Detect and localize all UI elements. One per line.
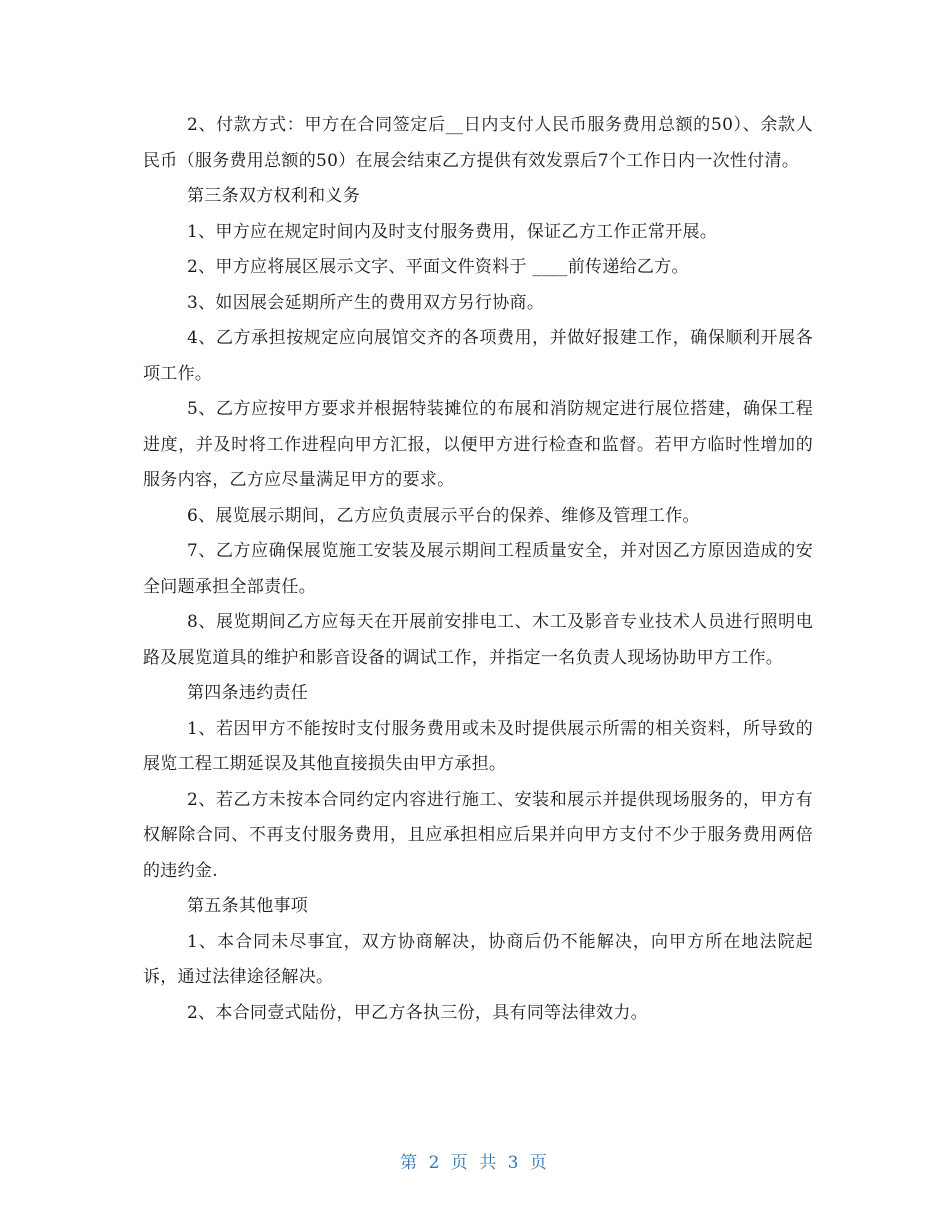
- paragraph-3-1: 1、甲方应在规定时间内及时支付服务费用，保证乙方工作正常开展。: [187, 221, 718, 242]
- paragraph-3-4: 4、乙方承担按规定应向展馆交齐的各项费用，并做好报建工作，确保顺利开展各项工作。: [143, 328, 813, 384]
- document-body: [143, 108, 813, 1031]
- heading-article-5: 第五条其他事项: [187, 896, 309, 916]
- paragraph-3-5: 5、乙方应按甲方要求并根据特装摊位的布展和消防规定进行展位搭建，确保工程进度，并及时将工作进程向甲方汇报，以便甲方进行检查和监督。若甲方临时性增加的服务内容，乙方应尽量满足甲方的要求。: [143, 399, 813, 490]
- paragraph-4-2: 2、若乙方未按本合同约定内容进行施工、安装和展示并提供现场服务的，甲方有权解除合同、不再支付服务费用，且应承担相应后果并向甲方支付不少于服务费用两倍的违约金.: [143, 789, 813, 881]
- heading-article-4: 第四条违约责任: [187, 683, 309, 703]
- heading-article-3: 第三条双方权利和义务: [187, 186, 360, 206]
- paragraph-5-2: 2、本合同壹式陆份，甲乙方各执三份，具有同等法律效力。: [187, 1002, 648, 1023]
- paragraph-3-7: 7、乙方应确保展览施工安装及展示期间工程质量安全，并对因乙方原因造成的安全问题承担全部责任。: [143, 541, 813, 597]
- paragraph-3-8: 8、展览期间乙方应每天在开展前安排电工、木工及影音专业技术人员进行照明电路及展览道具的维护和影音设备的调试工作，并指定一名负责人现场协助甲方工作。: [143, 612, 813, 668]
- paragraph-3-6: 6、展览展示期间，乙方应负责展示平台的保养、维修及管理工作。: [187, 505, 700, 526]
- paragraph-4-1: 1、若因甲方不能按时支付服务费用或未及时提供展示所需的相关资料，所导致的展览工程工期延误及其他直接损失由甲方承担。: [143, 718, 813, 774]
- paragraph-payment-method: 2、付款方式：甲方在合同签定后__日内支付人民币服务费用总额的50）、余款人民币（服务费用总额的50）在展会结束乙方提供有效发票后7个工作日内一次性付清。: [143, 115, 813, 171]
- paragraph-3-3: 3、如因展会延期所产生的费用双方另行协商。: [187, 292, 545, 313]
- paragraph-3-2: 2、甲方应将展区展示文字、平面文件资料于 ____前传递给乙方。: [187, 257, 689, 277]
- paragraph-5-1: 1、本合同未尽事宜，双方协商解决，协商后仍不能解决，向甲方所在地法院起诉，通过法律途径解决。: [143, 931, 813, 987]
- page-number-footer: 第 2 页 共 3 页: [400, 1153, 550, 1173]
